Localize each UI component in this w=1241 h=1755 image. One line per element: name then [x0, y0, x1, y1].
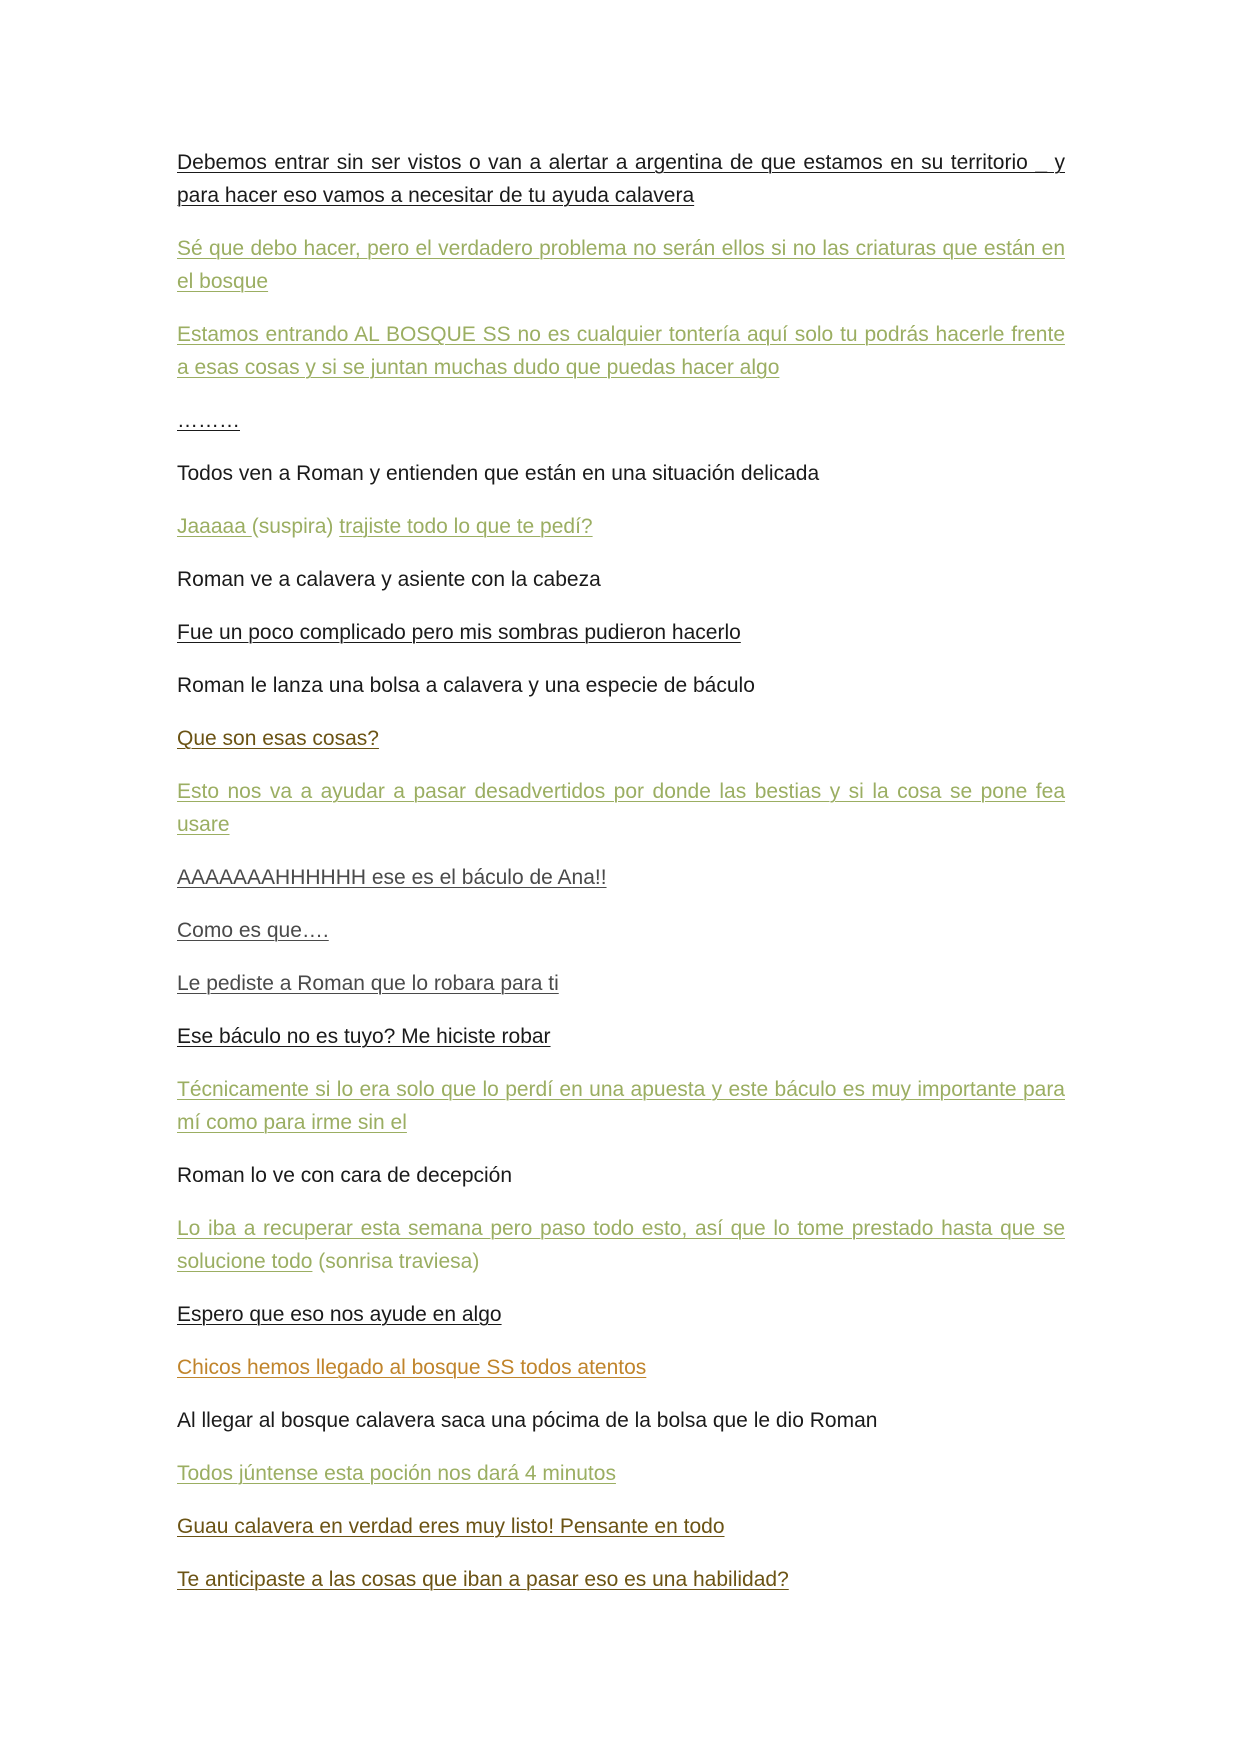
paragraph-text: Guau calavera en verdad eres muy listo! Pensante en todo — [177, 1515, 725, 1538]
paragraph — [177, 404, 1065, 437]
paragraph — [177, 146, 1065, 212]
paragraph-text: Roman ve a calavera y asiente con la cabeza — [177, 568, 601, 591]
paragraph — [177, 1404, 1065, 1437]
paragraph-text: Al llegar al bosque calavera saca una pócima de la bolsa que le dio Roman — [177, 1409, 878, 1432]
paragraph-text: Ese báculo no es tuyo? Me hiciste robar — [177, 1025, 551, 1048]
paragraph-text: Roman le lanza una bolsa a calavera y una especie de báculo — [177, 674, 755, 697]
paragraph-text: Fue un poco complicado pero mis sombras pudieron hacerlo — [177, 621, 741, 644]
paragraph — [177, 1159, 1065, 1192]
paragraph — [177, 318, 1065, 384]
paragraph-text: Todos júntense esta poción nos dará 4 minutos — [177, 1462, 616, 1485]
paragraph — [177, 1351, 1065, 1384]
paragraph-text: Roman lo ve con cara de decepción — [177, 1164, 513, 1187]
paragraph-text: trajiste todo lo que te pedí? — [339, 515, 593, 538]
paragraph — [177, 563, 1065, 596]
paragraph — [177, 1298, 1065, 1331]
paragraph — [177, 1212, 1065, 1278]
paragraph — [177, 457, 1065, 490]
paragraph — [177, 1510, 1065, 1543]
paragraph-text: Lo iba a recuperar esta semana pero paso todo esto, así que lo tome prestado hasta que se solucione todo — [177, 1217, 1065, 1273]
paragraph — [177, 1563, 1065, 1596]
paragraph — [177, 232, 1065, 298]
paragraph-text: Técnicamente si lo era solo que lo perdí en una apuesta y este báculo es muy importante para mí como para irme sin el — [177, 1078, 1065, 1134]
paragraph — [177, 1457, 1065, 1490]
paragraph-text: Todos ven a Roman y entienden que están en una situación delicada — [177, 462, 820, 485]
document-body — [177, 146, 1065, 1616]
paragraph — [177, 616, 1065, 649]
paragraph-text: Como es que…. — [177, 919, 329, 942]
paragraph-text: Sé que debo hacer, pero el verdadero problema no serán ellos si no las criaturas que están en el bosque — [177, 237, 1065, 293]
paragraph — [177, 1073, 1065, 1139]
paragraph — [177, 914, 1065, 947]
paragraph-text: Jaaaaa — [177, 515, 252, 538]
paragraph-text: Debemos entrar sin ser vistos o van a alertar a argentina de que estamos en su territorio _ y para hacer eso vamos a necesitar de tu ayuda calavera — [177, 151, 1065, 207]
paragraph-text: (sonrisa traviesa) — [312, 1250, 480, 1273]
paragraph-text: Espero que eso nos ayude en algo — [177, 1303, 502, 1326]
paragraph-text: Estamos entrando AL BOSQUE SS no es cualquier tontería aquí solo tu podrás hacerle frente a esas cosas y si se juntan muchas dudo que puedas hacer algo — [177, 323, 1065, 379]
paragraph-text: (suspira) — [251, 515, 340, 538]
paragraph — [177, 775, 1065, 841]
paragraph-text: ……… — [177, 409, 240, 432]
paragraph — [177, 861, 1065, 894]
paragraph-text: Esto nos va a ayudar a pasar desadvertidos por donde las bestias y si la cosa se pone fea usare — [177, 780, 1065, 836]
paragraph — [177, 722, 1065, 755]
paragraph-text: Que son esas cosas? — [177, 727, 379, 750]
paragraph — [177, 1020, 1065, 1053]
paragraph — [177, 510, 1065, 543]
paragraph — [177, 669, 1065, 702]
paragraph-text: Chicos hemos llegado al bosque SS todos atentos — [177, 1356, 647, 1379]
paragraph-text: Le pediste a Roman que lo robara para ti — [177, 972, 559, 995]
paragraph-text: Te anticipaste a las cosas que iban a pasar eso es una habilidad? — [177, 1568, 789, 1591]
paragraph — [177, 967, 1065, 1000]
paragraph-text: AAAAAAAHHHHHH ese es el báculo de Ana!! — [177, 866, 607, 889]
